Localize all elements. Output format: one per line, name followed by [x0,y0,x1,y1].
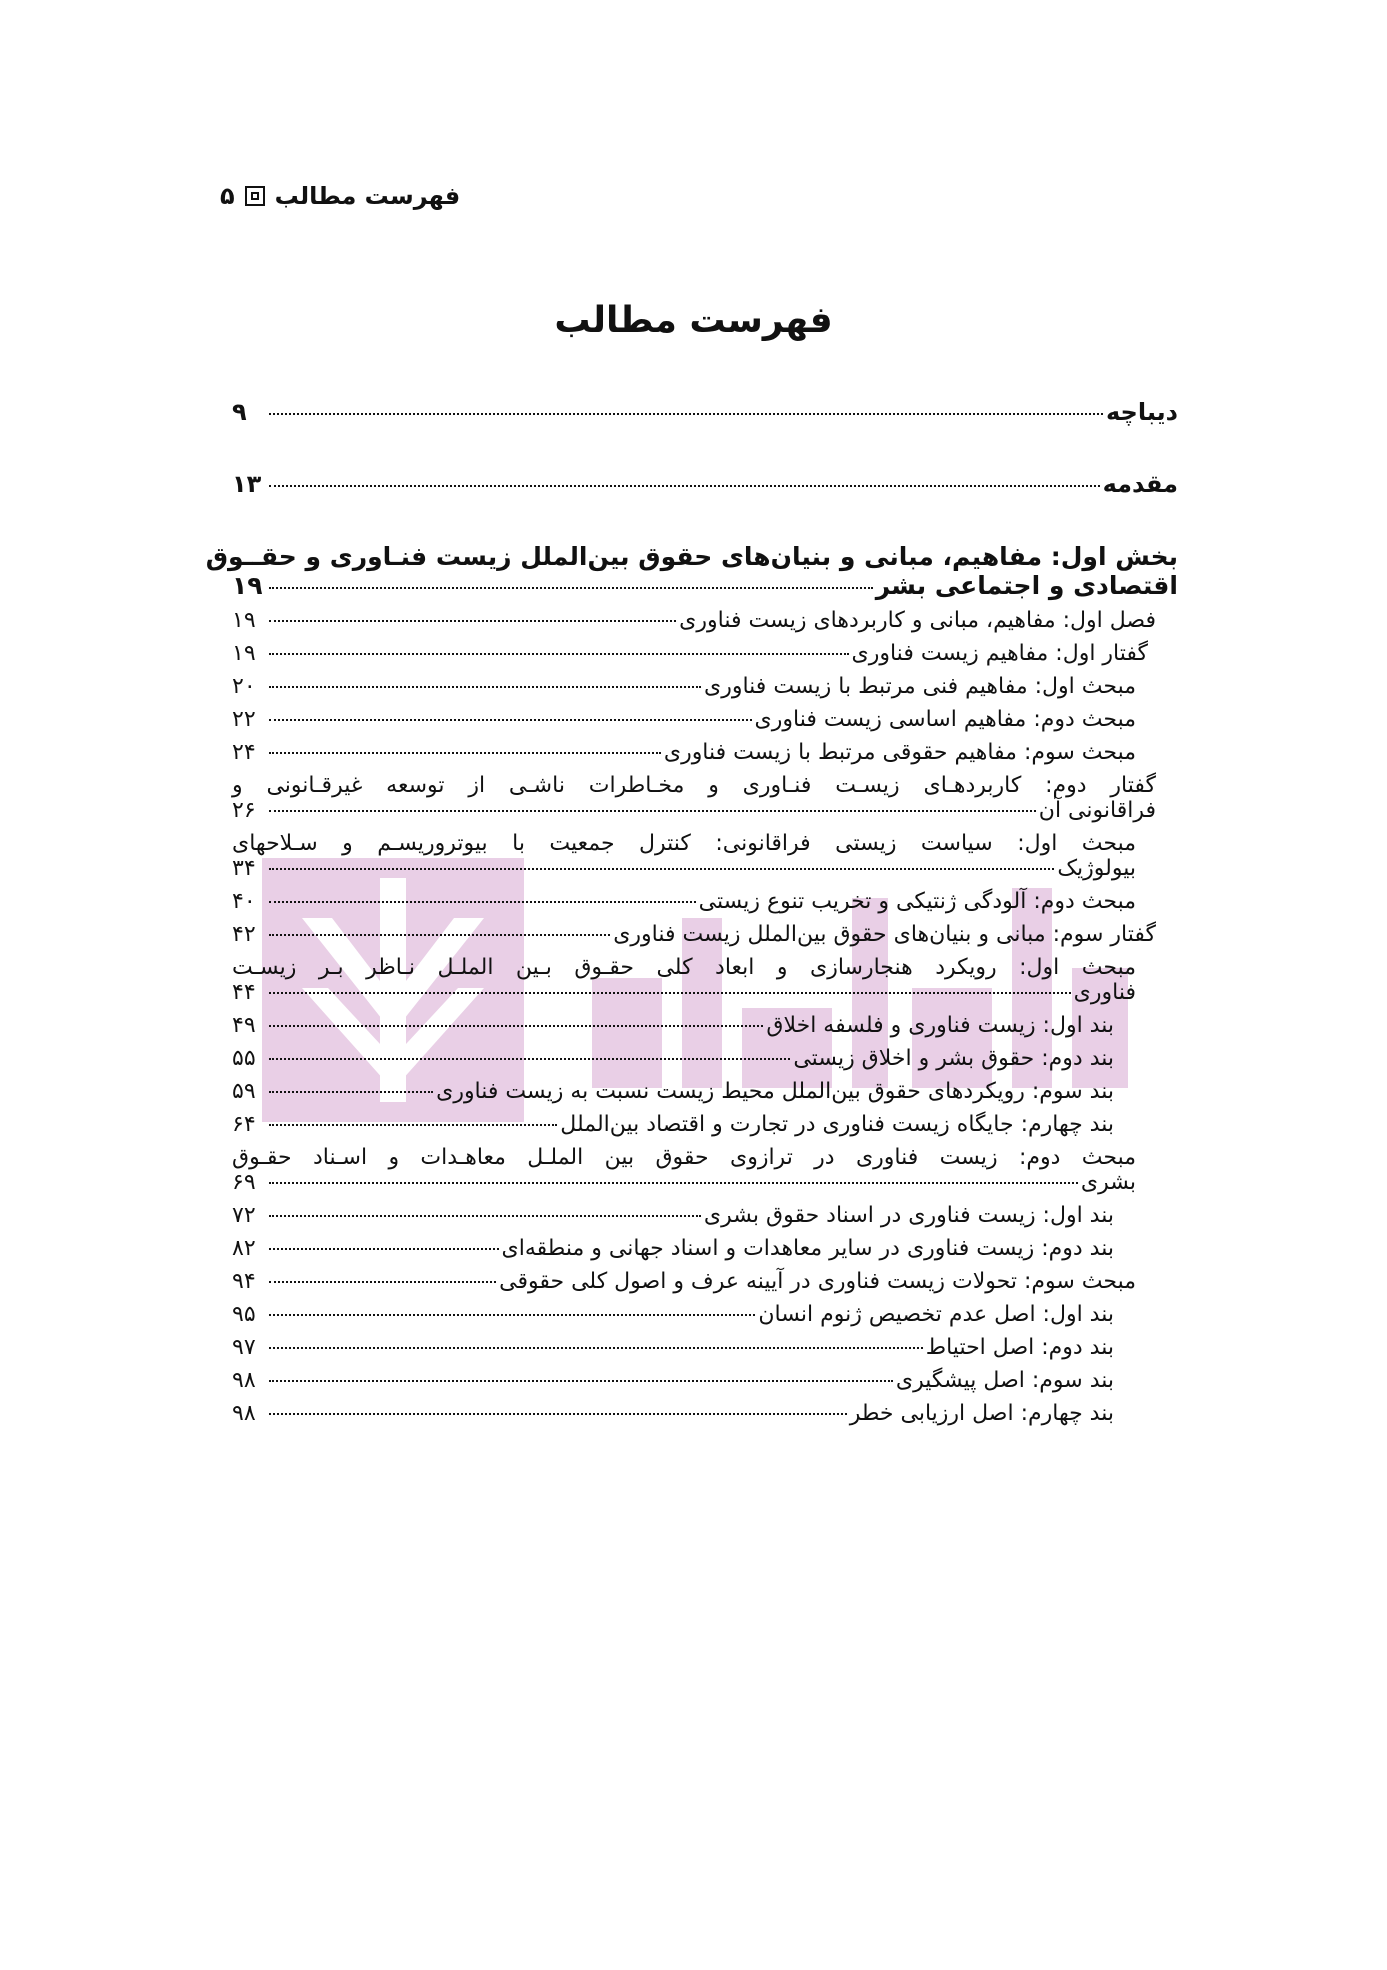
toc-entry[interactable] [232,1079,1178,1104]
toc-entry[interactable] [232,955,1178,1005]
toc-entry-title: فراقانونی آن [1038,798,1156,823]
dot-leader [269,992,1071,994]
toc-entry[interactable] [232,1368,1178,1393]
toc-entry-title: بشری [1080,1170,1136,1195]
toc-entry-page-number: ۲۲ [232,707,256,732]
toc-entry[interactable] [232,1145,1178,1195]
toc-entry[interactable] [232,1269,1178,1294]
toc-entry-page-number: ۶۹ [232,1170,256,1195]
toc-entry-page-number: ۹۷ [232,1335,256,1360]
dot-leader [269,1091,433,1093]
toc-entry[interactable] [232,922,1178,947]
toc-entry-title: بند دوم: حقوق بشر و اخلاق زیستی [793,1046,1114,1071]
toc-entry[interactable] [232,608,1178,633]
toc-entry[interactable] [232,1013,1178,1038]
dot-leader [269,1281,496,1283]
toc-entry-title: بند سوم: اصل پیشگیری [895,1368,1114,1393]
dot-leader [269,1182,1078,1184]
toc-entry-page-number: ۴۴ [232,980,256,1005]
toc-entry-page-number: ۵۹ [232,1079,256,1104]
toc-entry-page-number: ۳۴ [232,856,256,881]
toc-entry[interactable] [232,1236,1178,1261]
toc-entry-title: بند اول: زیست فناوری و فلسفه اخلاق [766,1013,1114,1038]
toc-entry-first-line: مبحث دوم: زیست فناوری در ترازوی حقوق بین الملـل معاهـدات و اسـناد حقـوق [232,1145,1136,1170]
dot-leader [269,620,676,622]
toc-entry-title: مبحث سوم: تحولات زیست فناوری در آیینه عرف و اصول کلی حقوقی [499,1269,1136,1294]
dot-leader [269,752,661,754]
toc-entry-page-number: ۹۴ [232,1269,256,1294]
toc-entry-first-line: گفتار دوم: کاربردهـای زیسـت فنـاوری و مخـاطرات ناشـی از توسعه غیرقـانونی و [232,773,1156,798]
toc-entry-title: بند چهارم: اصل ارزیابی خطر [849,1401,1114,1426]
toc-entry-page-number: ۷۲ [232,1203,256,1228]
toc-entry-page-number: ۲۶ [232,798,256,823]
toc-entry[interactable] [232,398,1178,426]
page-number: ۵ [220,182,235,210]
dot-leader [269,1025,763,1027]
dot-leader [269,653,849,655]
toc-entry-first-line: بخش اول: مفاهیم، مبانی و بنیان‌های حقوق بین‌الملل زیست فنـاوری و حقــوق [205,542,1178,571]
toc-entry-title: بند اول: زیست فناوری در اسناد حقوق بشری [703,1203,1114,1228]
toc-entry-title: دیباچه [1106,398,1178,426]
toc-entry-title: گفتار سوم: مبانی و بنیان‌های حقوق بین‌الملل زیست فناوری [613,922,1156,947]
dot-leader [269,1314,755,1316]
toc-entry[interactable] [232,1335,1178,1360]
toc-entry-title: بند دوم: زیست فناوری در سایر معاهدات و اسناد جهانی و منطقه‌ای [501,1236,1114,1261]
toc-entry-title: اقتصادی و اجتماعی بشر [875,571,1178,600]
toc-entry-first-line: مبحث اول: سیاست زیستی فراقانونی: کنترل جمعیت با بیوتروریسـم و سـلاحهای [232,831,1136,856]
toc-entry[interactable] [232,740,1178,765]
toc-entry-page-number: ۱۹ [232,571,263,600]
toc-entry[interactable] [232,889,1178,914]
toc-entry-page-number: ۱۹ [232,641,256,666]
toc-entry[interactable] [232,1401,1178,1426]
toc-entry-title: بند دوم: اصل احتیاط [925,1335,1114,1360]
dot-leader [269,587,873,589]
running-header [220,182,460,210]
toc-entry[interactable] [232,707,1178,732]
dot-leader [269,901,696,903]
toc-entry[interactable] [232,674,1178,699]
table-of-contents [205,398,1178,1426]
toc-entry-title: بند سوم: رویکردهای حقوق بین‌الملل محیط زیست نسبت به زیست فناوری [436,1079,1114,1104]
dot-leader [269,1380,893,1382]
dot-leader [269,868,1054,870]
toc-entry-title: مقدمه [1102,470,1178,498]
dot-leader [269,810,1036,812]
toc-entry[interactable] [232,1112,1178,1137]
toc-entry-page-number: ۲۰ [232,674,256,699]
dot-leader [269,1248,499,1250]
toc-entry[interactable] [232,1046,1178,1071]
dot-leader [269,1347,923,1349]
toc-entry[interactable] [232,1302,1178,1327]
toc-entry-page-number: ۴۰ [232,889,256,914]
toc-entry-page-number: ۱۹ [232,608,256,633]
toc-entry-page-number: ۵۵ [232,1046,256,1071]
toc-entry-title: فناوری [1073,980,1136,1005]
toc-entry-page-number: ۱۳ [232,470,262,498]
toc-entry-title: مبحث اول: مفاهیم فنی مرتبط با زیست فناوری [704,674,1136,699]
toc-entry-title: مبحث دوم: مفاهیم اساسی زیست فناوری [754,707,1136,732]
toc-title: فهرست مطالب [554,300,833,341]
toc-entry-page-number: ۹۸ [232,1368,256,1393]
toc-entry-page-number: ۹ [232,398,247,426]
toc-entry-title: بند اول: اصل عدم تخصیص ژنوم انسان [758,1302,1114,1327]
toc-entry[interactable] [205,542,1178,600]
toc-entry[interactable] [232,1203,1178,1228]
dot-leader [269,1058,790,1060]
toc-entry[interactable] [232,641,1178,666]
toc-entry-title: مبحث سوم: مفاهیم حقوقی مرتبط با زیست فناوری [663,740,1136,765]
toc-entry[interactable] [232,831,1178,881]
toc-entry-title: بیولوژیک [1057,856,1136,881]
toc-entry-title: فصل اول: مفاهیم، مبانی و کاربردهای زیست فناوری [679,608,1156,633]
dot-leader [269,934,610,936]
running-header-title: فهرست مطالب [274,182,461,210]
toc-entry-page-number: ۴۹ [232,1013,256,1038]
toc-entry[interactable] [232,773,1178,823]
dot-leader [269,413,1103,415]
dot-leader [269,686,701,688]
toc-entry-page-number: ۴۲ [232,922,256,947]
toc-entry-page-number: ۸۲ [232,1236,256,1261]
dot-leader [269,1413,847,1415]
toc-entry-page-number: ۲۴ [232,740,256,765]
dot-leader [269,1215,701,1217]
toc-entry-page-number: ۶۴ [232,1112,256,1137]
toc-entry-page-number: ۹۵ [232,1302,256,1327]
dot-leader [269,485,1100,487]
toc-entry[interactable] [232,470,1178,498]
toc-entry-first-line: مبحث اول: رویکرد هنجارسازی و ابعاد کلی حقـوق بـین الملـل نـاظر بـر زیسـت [232,955,1136,980]
toc-entry-title: گفتار اول: مفاهیم زیست فناوری [851,641,1148,666]
toc-entry-title: بند چهارم: جایگاه زیست فناوری در تجارت و اقتصاد بین‌الملل [560,1112,1114,1137]
dot-leader [269,1124,557,1126]
toc-entry-page-number: ۹۸ [232,1401,256,1426]
square-ornament-icon [245,186,265,206]
toc-entry-title: مبحث دوم: آلودگی ژنتیکی و تخریب تنوع زیستی [698,889,1136,914]
dot-leader [269,719,752,721]
